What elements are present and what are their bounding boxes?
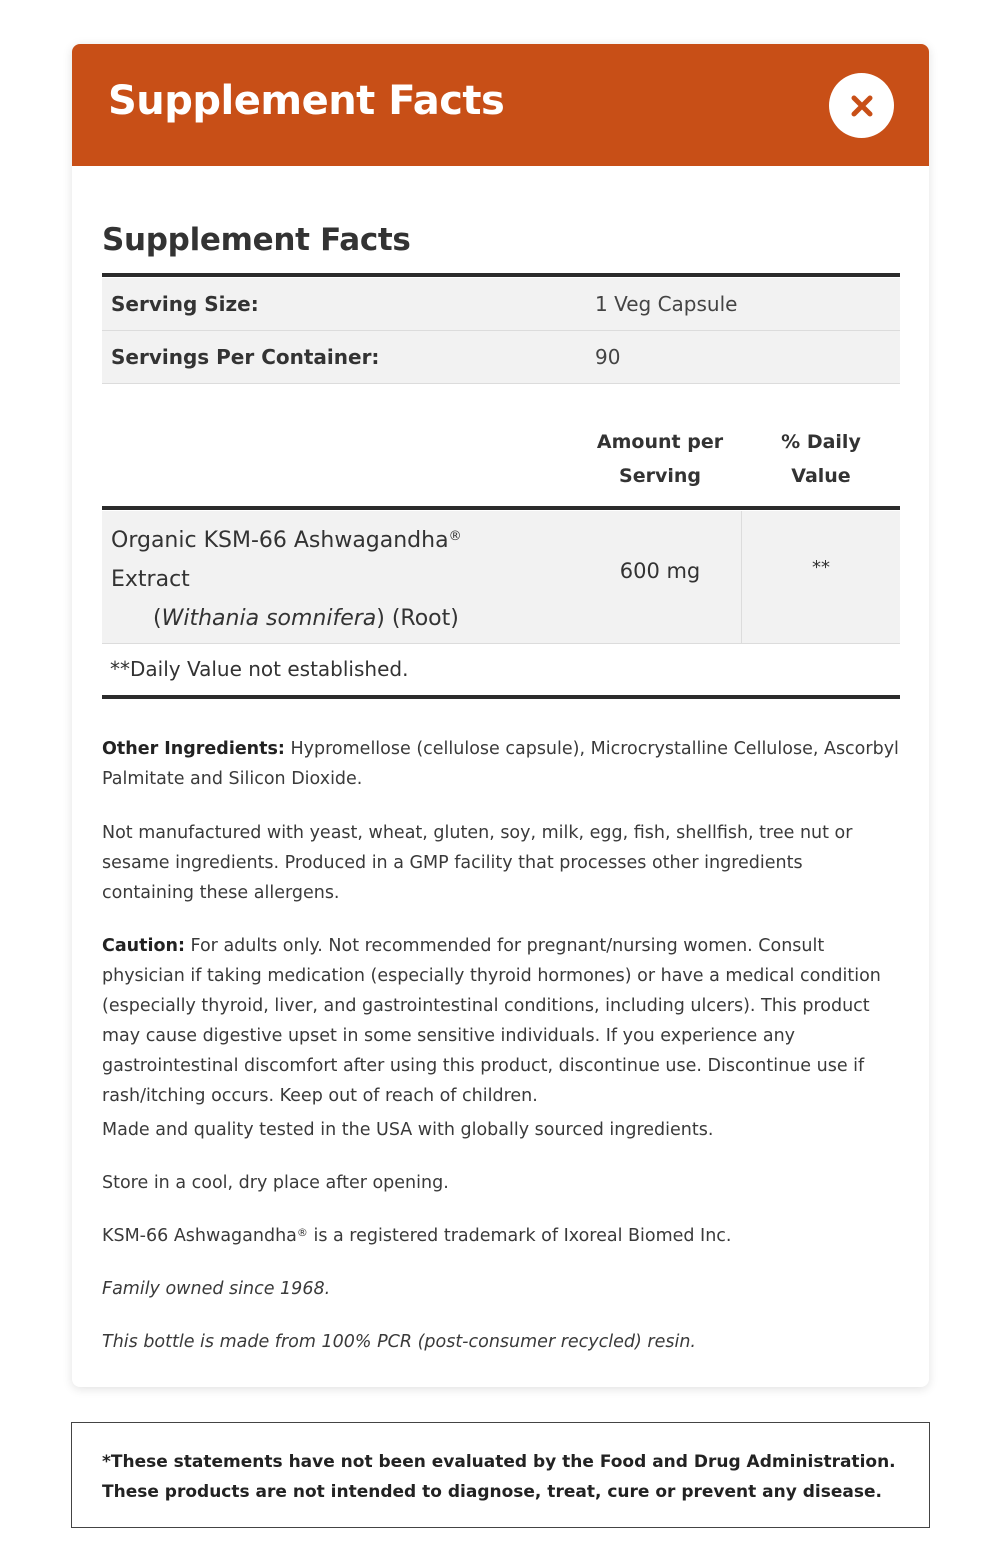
ingredient-name-line1: Organic KSM-66 Ashwagandha bbox=[111, 528, 449, 553]
ingredient-latin-line bbox=[111, 599, 462, 638]
daily-value-header bbox=[742, 425, 900, 493]
family-statement: Family owned since 1968. bbox=[102, 1279, 331, 1299]
disclaimer-line1: *These statements have not been evaluated by the Food and Drug Administration. bbox=[102, 1452, 896, 1472]
amount-per-serving-header bbox=[580, 425, 740, 493]
bottle-statement: This bottle is made from 100% PCR (post-consumer recycled) resin. bbox=[102, 1332, 696, 1352]
divider-rule bbox=[102, 695, 900, 699]
latin-open: ( bbox=[153, 606, 162, 631]
fda-disclaimer bbox=[71, 1422, 930, 1528]
dv-header-line2: Value bbox=[791, 465, 851, 487]
latin-close: ) (Root) bbox=[376, 606, 459, 631]
servings-per-container-label: Servings Per Container: bbox=[111, 345, 380, 369]
ingredient-name-line2: Extract bbox=[111, 567, 190, 592]
amount-header-line2: Serving bbox=[619, 465, 701, 487]
trademark-name: KSM-66 Ashwagandha bbox=[102, 1226, 297, 1246]
ingredient-row bbox=[102, 511, 900, 644]
registered-mark: ® bbox=[448, 529, 462, 544]
caution-label: Caution: bbox=[102, 936, 185, 956]
ingredient-daily-value: ** bbox=[812, 557, 830, 578]
allergen-statement: Not manufactured with yeast, wheat, gluten, soy, milk, egg, fish, shellfish, tree nut or sesame ingredients. Produced in a GMP facility that processes other ingredients containing these allergens. bbox=[102, 823, 853, 903]
ingredient-name bbox=[111, 521, 462, 638]
supplement-facts-modal bbox=[72, 44, 929, 1387]
facts-content bbox=[102, 44, 900, 1387]
other-ingredients-label: Other Ingredients: bbox=[102, 739, 285, 759]
servings-per-container-value: 90 bbox=[595, 345, 621, 369]
amount-header-line1: Amount per bbox=[596, 431, 724, 453]
daily-value-note: **Daily Value not established. bbox=[110, 657, 409, 681]
latin-name: Withania somnifera bbox=[161, 606, 377, 631]
facts-heading: Supplement Facts bbox=[102, 222, 411, 258]
divider-rule bbox=[102, 506, 900, 510]
caution-text: For adults only. Not recommended for pregnant/nursing women. Consult physician if taking medication (especially thyroid hormones) or have a medical condition (especially thyroid, liver, and gastrointestinal conditions, including ulcers). This product may cause digestive upset in some sensitive individuals. If you experience any gastrointestinal discomfort after using this product, discontinue use. Discontinue use if rash/itching occurs. Keep out of reach of children. bbox=[102, 936, 881, 1106]
dv-header-line1: % Daily bbox=[781, 431, 861, 453]
serving-size-row bbox=[102, 278, 900, 331]
storage-statement: Store in a cool, dry place after opening. bbox=[102, 1173, 449, 1193]
other-ingredients-text: Hypromellose (cellulose capsule), Microcrystalline Cellulose, Ascorbyl Palmitate and Silicon Dioxide. bbox=[102, 739, 899, 789]
serving-size-value: 1 Veg Capsule bbox=[595, 292, 738, 316]
disclaimer-line2: These products are not intended to diagnose, treat, cure or prevent any disease. bbox=[102, 1482, 882, 1502]
serving-table bbox=[102, 278, 900, 384]
other-ingredients bbox=[102, 734, 900, 794]
registered-mark: ® bbox=[296, 1226, 308, 1239]
trademark-text: is a registered trademark of Ixoreal Biomed Inc. bbox=[307, 1226, 732, 1246]
ingredient-amount: 600 mg bbox=[619, 559, 701, 583]
caution-statement bbox=[102, 931, 892, 1111]
servings-per-container-row bbox=[102, 331, 900, 384]
serving-size-label: Serving Size: bbox=[111, 292, 259, 316]
made-in-statement: Made and quality tested in the USA with globally sourced ingredients. bbox=[102, 1120, 714, 1140]
divider-rule bbox=[102, 273, 900, 277]
modal-title: Supplement Facts bbox=[108, 78, 505, 124]
trademark-statement bbox=[102, 1221, 900, 1251]
